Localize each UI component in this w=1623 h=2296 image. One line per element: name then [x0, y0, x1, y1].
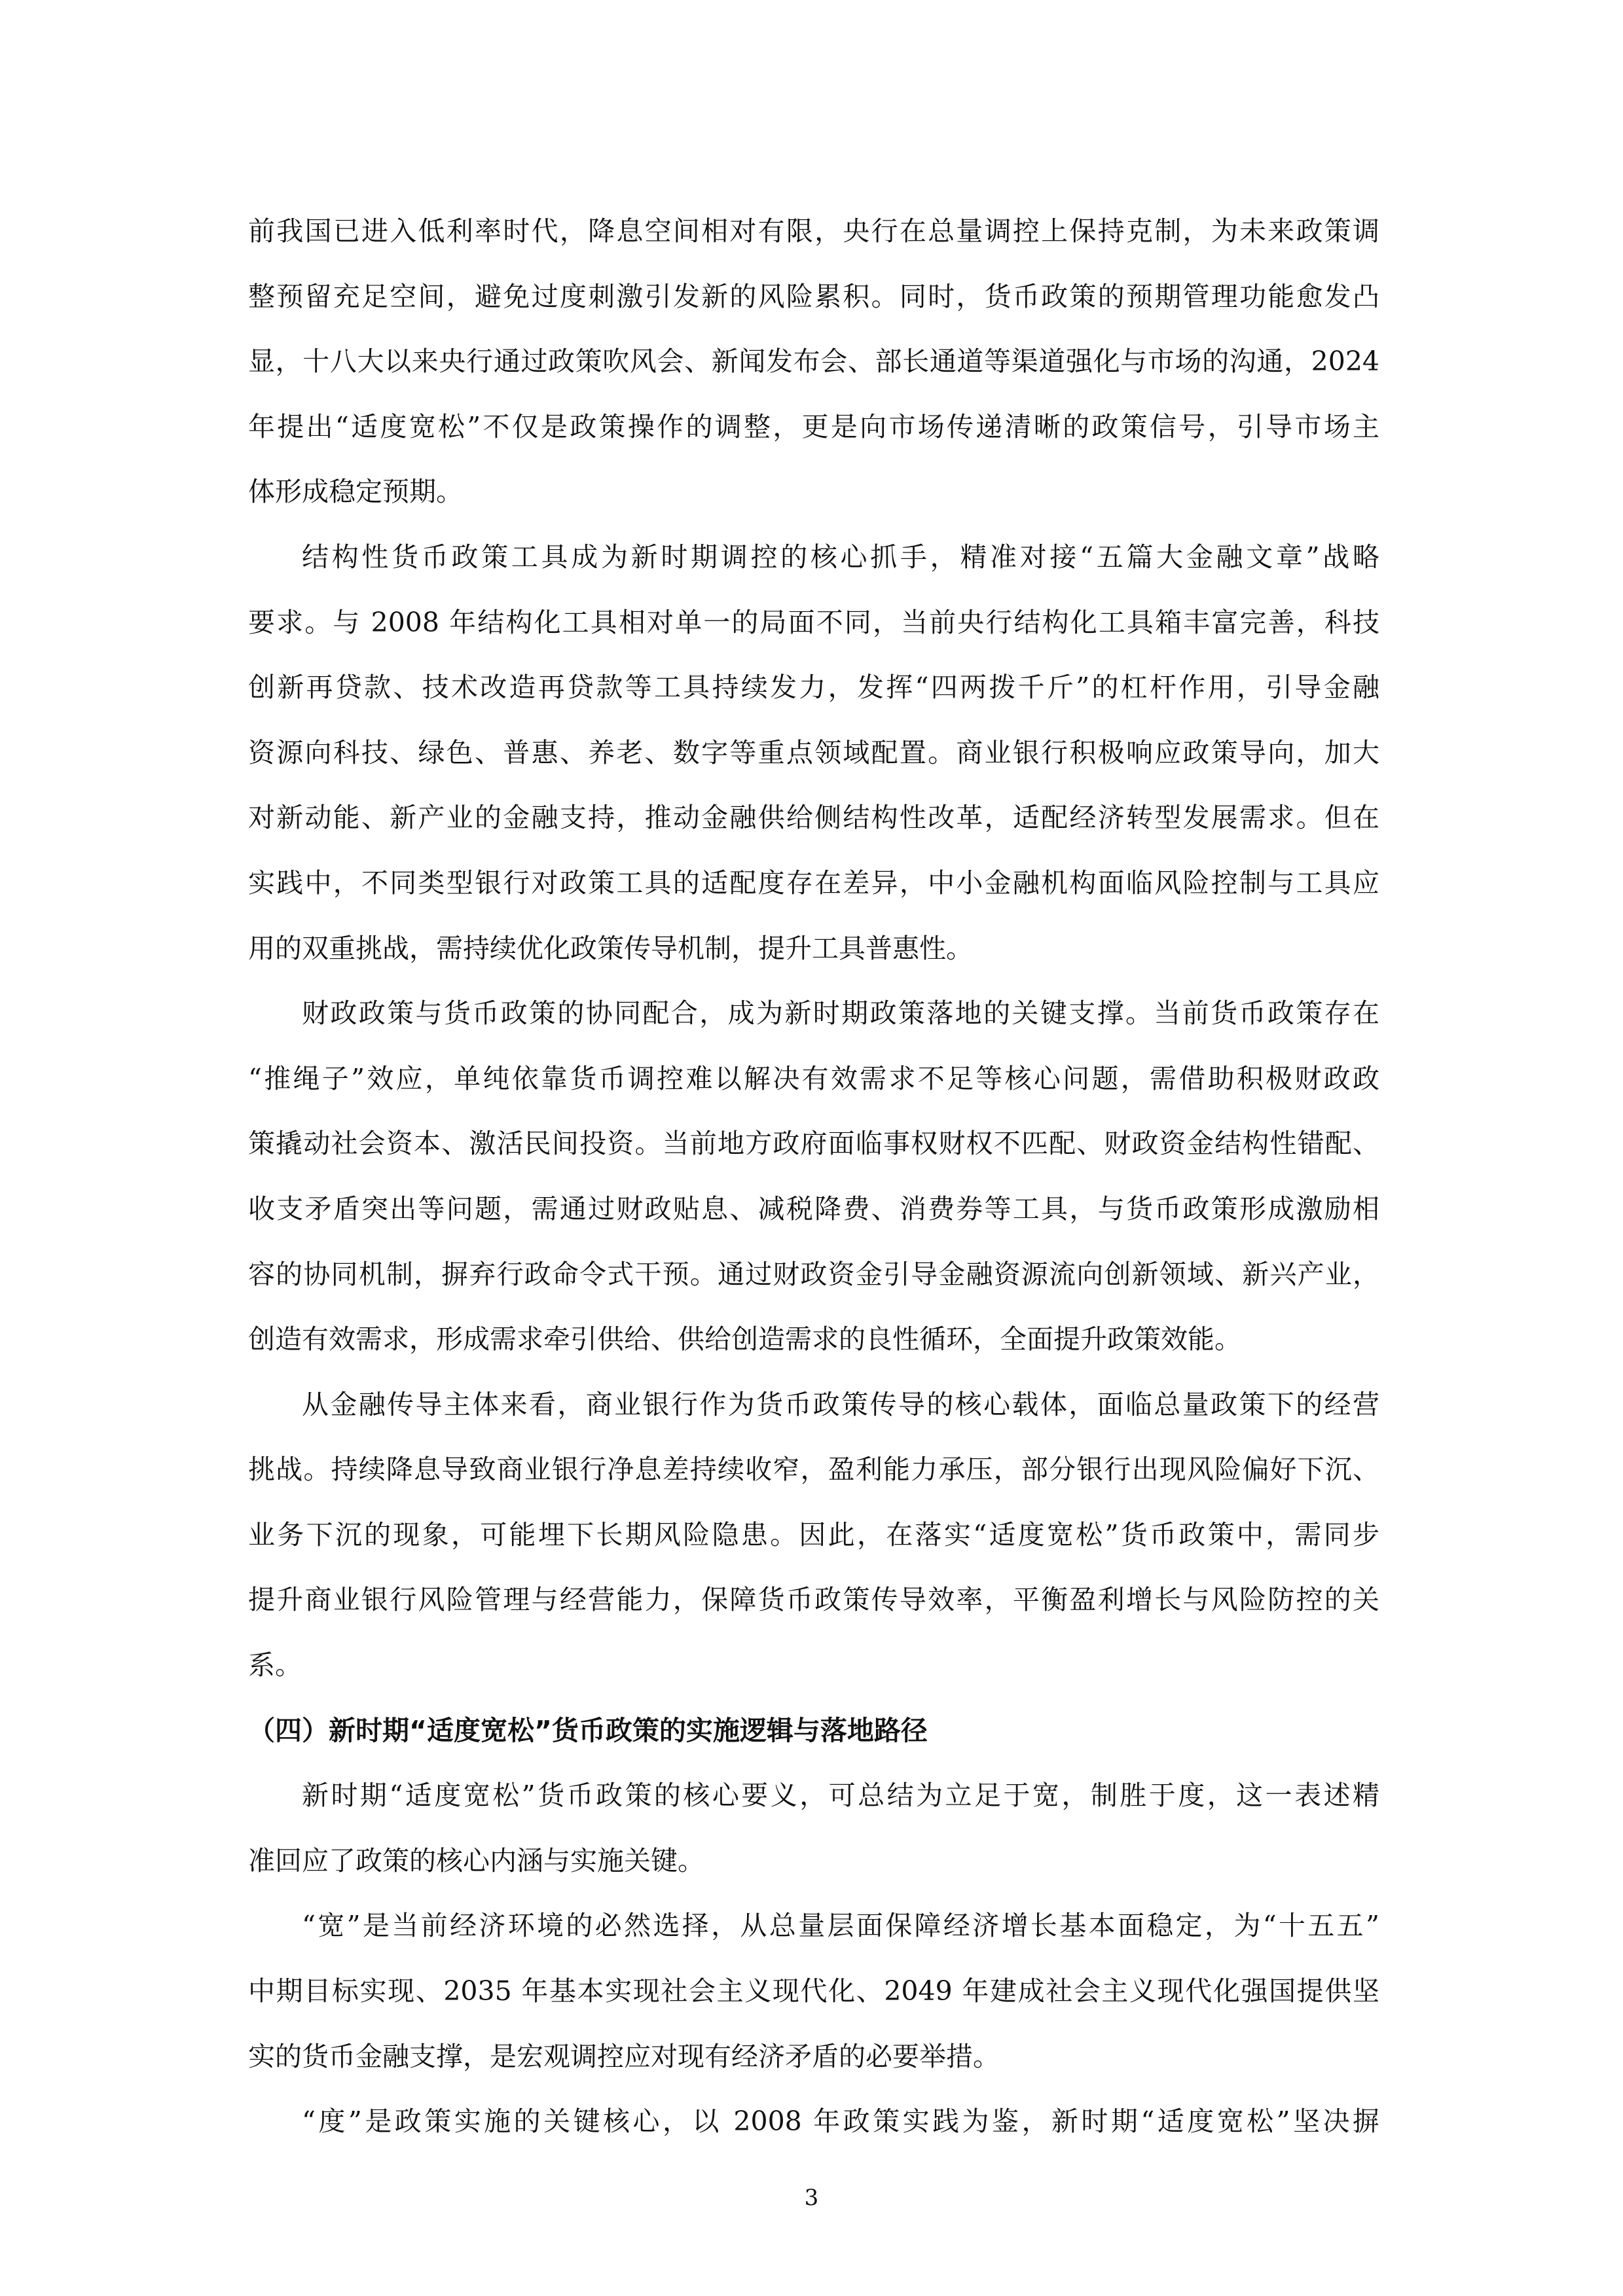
body-paragraph — [248, 1372, 1379, 1698]
text-line: 实践中，不同类型银行对政策工具的适配度存在差异，中小金融机构面临风险控制与工具应 — [248, 867, 1379, 899]
text-line: 中期目标实现、2035 年基本实现社会主义现代化、2049 年建成社会主义现代化强国提供坚 — [248, 1975, 1379, 2007]
text-line: 准回应了政策的核心内涵与实施关键。 — [248, 1844, 704, 1876]
page-body — [248, 199, 1379, 2155]
body-paragraph — [248, 199, 1379, 525]
text-line: “度”是政策实施的关键核心，以 2008 年政策实践为鉴，新时期“适度宽松”坚决摒 — [302, 2106, 1379, 2138]
text-line: 创新再贷款、技术改造再贷款等工具持续发力，发挥“四两拨千斤”的杠杆作用，引导金融 — [248, 672, 1379, 704]
text-line: 收支矛盾突出等问题，需通过财政贴息、减税降费、消费券等工具，与货币政策形成激励相 — [248, 1193, 1379, 1225]
text-line: “推绳子”效应，单纯依靠货币调控难以解决有效需求不足等核心问题，需借助积极财政政 — [248, 1062, 1379, 1094]
text-line: 创造有效需求，形成需求牵引供给、供给创造需求的良性循环，全面提升政策效能。 — [248, 1323, 1241, 1355]
body-paragraph — [248, 2089, 1379, 2155]
text-line: 策撬动社会资本、激活民间投资。当前地方政府面临事权财权不匹配、财政资金结构性错配、 — [248, 1128, 1379, 1160]
text-line: 结构性货币政策工具成为新时期调控的核心抓手，精准对接“五篇大金融文章”战略 — [302, 541, 1379, 573]
text-line: 财政政策与货币政策的协同配合，成为新时期政策落地的关键支撑。当前货币政策存在 — [302, 997, 1379, 1030]
text-line: 容的协同机制，摒弃行政命令式干预。通过财政资金引导金融资源流向创新领域、新兴产业， — [248, 1258, 1379, 1290]
text-line: 从金融传导主体来看，商业银行作为货币政策传导的核心载体，面临总量政策下的经营 — [302, 1388, 1379, 1420]
text-line: 挑战。持续降息导致商业银行净息差持续收窄，盈利能力承压，部分银行出现风险偏好下沉、 — [248, 1454, 1379, 1486]
text-line: 实的货币金融支撑，是宏观调控应对现有经济矛盾的必要举措。 — [248, 2040, 1000, 2072]
text-line: 体形成稳定预期。 — [248, 476, 463, 508]
text-line: 年提出“适度宽松”不仅是政策操作的调整，更是向市场传递清晰的政策信号，引导市场主 — [248, 410, 1379, 442]
text-line: “宽”是当前经济环境的必然选择，从总量层面保障经济增长基本面稳定，为“十五五” — [302, 1910, 1379, 1942]
text-line: 整预留充足空间，避免过度刺激引发新的风险累积。同时，货币政策的预期管理功能愈发凸 — [248, 280, 1379, 312]
section-heading: （四）新时期“适度宽松”货币政策的实施逻辑与落地路径 — [248, 1714, 928, 1746]
text-line: 资源向科技、绿色、普惠、养老、数字等重点领域配置。商业银行积极响应政策导向，加大 — [248, 736, 1379, 768]
body-paragraph — [248, 525, 1379, 981]
text-line: 系。 — [248, 1649, 302, 1681]
text-line: 前我国已进入低利率时代，降息空间相对有限，央行在总量调控上保持克制，为未来政策调 — [248, 215, 1379, 247]
page-number: 3 — [804, 2185, 819, 2211]
text-line: 提升商业银行风险管理与经营能力，保障货币政策传导效率，平衡盈利增长与风险防控的关 — [248, 1584, 1379, 1616]
body-paragraph — [248, 1893, 1379, 2089]
text-line: 新时期“适度宽松”货币政策的核心要义，可总结为立足于宽，制胜于度，这一表述精 — [302, 1780, 1379, 1812]
text-line: 显，十八大以来央行通过政策吹风会、新闻发布会、部长通道等渠道强化与市场的沟通，2024 — [248, 346, 1379, 378]
text-line: 对新动能、新产业的金融支持，推动金融供给侧结构性改革，适配经济转型发展需求。但在 — [248, 802, 1379, 834]
body-paragraph — [248, 1763, 1379, 1893]
text-line: 用的双重挑战，需持续优化政策传导机制，提升工具普惠性。 — [248, 932, 973, 964]
body-paragraph — [248, 981, 1379, 1372]
text-line: 要求。与 2008 年结构化工具相对单一的局面不同，当前央行结构化工具箱丰富完善，科技 — [248, 606, 1379, 638]
text-line: 业务下沉的现象，可能埋下长期风险隐患。因此，在落实“适度宽松”货币政策中，需同步 — [248, 1518, 1379, 1551]
